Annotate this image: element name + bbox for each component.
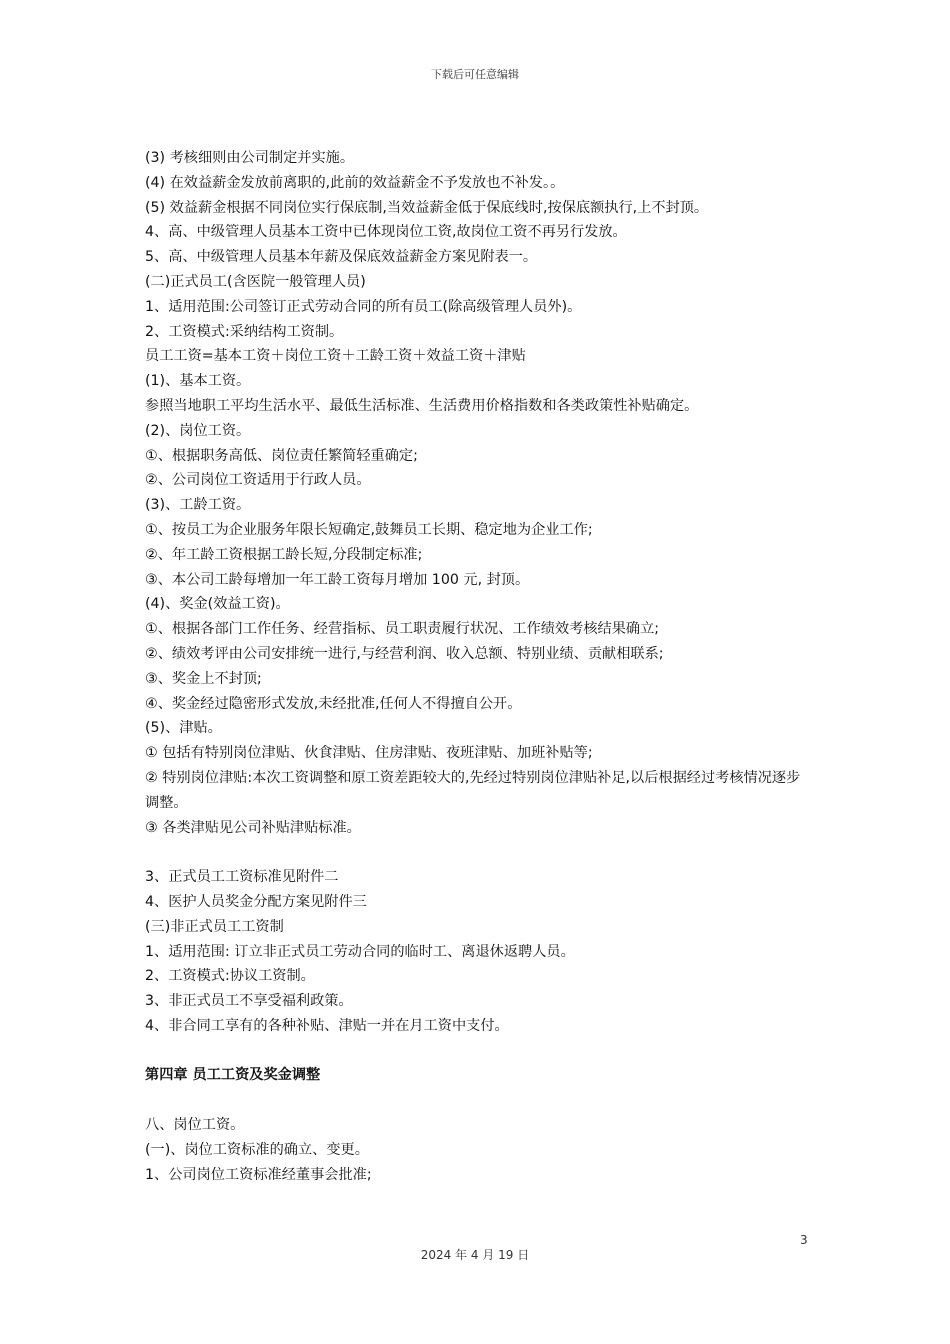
text-line: 1、适用范围:公司签订正式劳动合同的所有员工(除高级管理人员外)。 <box>145 298 582 315</box>
text-line: 4、非合同工享有的各种补贴、津贴一并在月工资中支付。 <box>145 1017 509 1034</box>
text-line: 2、工资模式:协议工资制。 <box>145 968 315 985</box>
blank-line <box>145 840 810 865</box>
page-header: 下载后可任意编辑 <box>431 68 519 81</box>
text-line: 4、医护人员奖金分配方案见附件三 <box>145 893 367 910</box>
blank-line <box>145 1088 810 1113</box>
text-line: (4)、奖金(效益工资)。 <box>145 596 290 613</box>
text-line: ②、绩效考评由公司安排统一进行,与经营利润、收入总额、特别业绩、贡献相联系; <box>145 645 664 662</box>
text-line: ② 特别岗位津贴:本次工资调整和原工资差距较大的,先经过特别岗位津贴补足,以后根据经过考核情况逐步调整。 <box>145 769 801 811</box>
text-line: (4) 在效益薪金发放前离职的,此前的效益薪金不予发放也不补发。。 <box>145 174 565 191</box>
text-line: 1、公司岗位工资标准经董事会批准; <box>145 1166 372 1183</box>
blank-line <box>145 1039 810 1064</box>
chapter-heading: 第四章 员工工资及奖金调整 <box>145 1067 321 1084</box>
text-line: ③、奖金上不封顶; <box>145 670 262 687</box>
text-line: ①、根据职务高低、岗位责任繁简轻重确定; <box>145 447 418 464</box>
text-line: 4、高、中级管理人员基本工资中已体现岗位工资,故岗位工资不再另行发放。 <box>145 224 627 241</box>
text-line: (3) 考核细则由公司制定并实施。 <box>145 150 355 166</box>
document-body <box>145 146 810 1187</box>
text-line: ① 包括有特别岗位津贴、伙食津贴、住房津贴、夜班津贴、加班补贴等; <box>145 745 593 762</box>
text-line: (3)、工龄工资。 <box>145 497 251 514</box>
text-line: ②、公司岗位工资适用于行政人员。 <box>145 472 371 489</box>
text-line: (2)、岗位工资。 <box>145 422 251 439</box>
text-line: 5、高、中级管理人员基本年薪及保底效益薪金方案见附表一。 <box>145 249 538 266</box>
text-line: 2、工资模式:采纳结构工资制。 <box>145 323 344 340</box>
text-line: ①、根据各部门工作任务、经营指标、员工职责履行状况、工作绩效考核结果确立; <box>145 621 660 638</box>
text-line: (一)、岗位工资标准的确立、变更。 <box>145 1141 369 1158</box>
text-line: 参照当地职工平均生活水平、最低生活标准、生活费用价格指数和各类政策性补贴确定。 <box>145 397 699 414</box>
page-number: 3 <box>800 1233 808 1247</box>
text-line: 1、适用范围: 订立非正式员工劳动合同的临时工、离退休返聘人员。 <box>145 943 575 960</box>
text-line: 3、正式员工工资标准见附件二 <box>145 869 339 886</box>
text-line: (1)、基本工资。 <box>145 373 251 390</box>
text-line: 员工工资=基本工资＋岗位工资＋工龄工资＋效益工资＋津贴 <box>145 348 526 365</box>
text-line: (三)非正式员工工资制 <box>145 918 284 935</box>
text-line: ③ 各类津贴见公司补贴津贴标准。 <box>145 819 361 836</box>
text-line: ②、年工龄工资根据工龄长短,分段制定标准; <box>145 546 423 563</box>
text-line: ①、按员工为企业服务年限长短确定,鼓舞员工长期、稳定地为企业工作; <box>145 521 593 538</box>
text-line: ③、本公司工龄每增加一年工龄工资每月增加 100 元, 封顶。 <box>145 571 530 588</box>
text-line: ④、奖金经过隐密形式发放,未经批准,任何人不得擅自公开。 <box>145 695 522 712</box>
text-line: 八、岗位工资。 <box>145 1117 245 1134</box>
page-footer-date: 2024 年 4 月 19 日 <box>420 1248 530 1262</box>
text-line: (5)、津贴。 <box>145 720 222 737</box>
text-line: (二)正式员工(含医院一般管理人员) <box>145 273 366 290</box>
text-line: 3、非正式员工不享受福利政策。 <box>145 993 353 1010</box>
text-line: (5) 效益薪金根据不同岗位实行保底制,当效益薪金低于保底线时,按保底额执行,上不封顶。 <box>145 199 709 216</box>
